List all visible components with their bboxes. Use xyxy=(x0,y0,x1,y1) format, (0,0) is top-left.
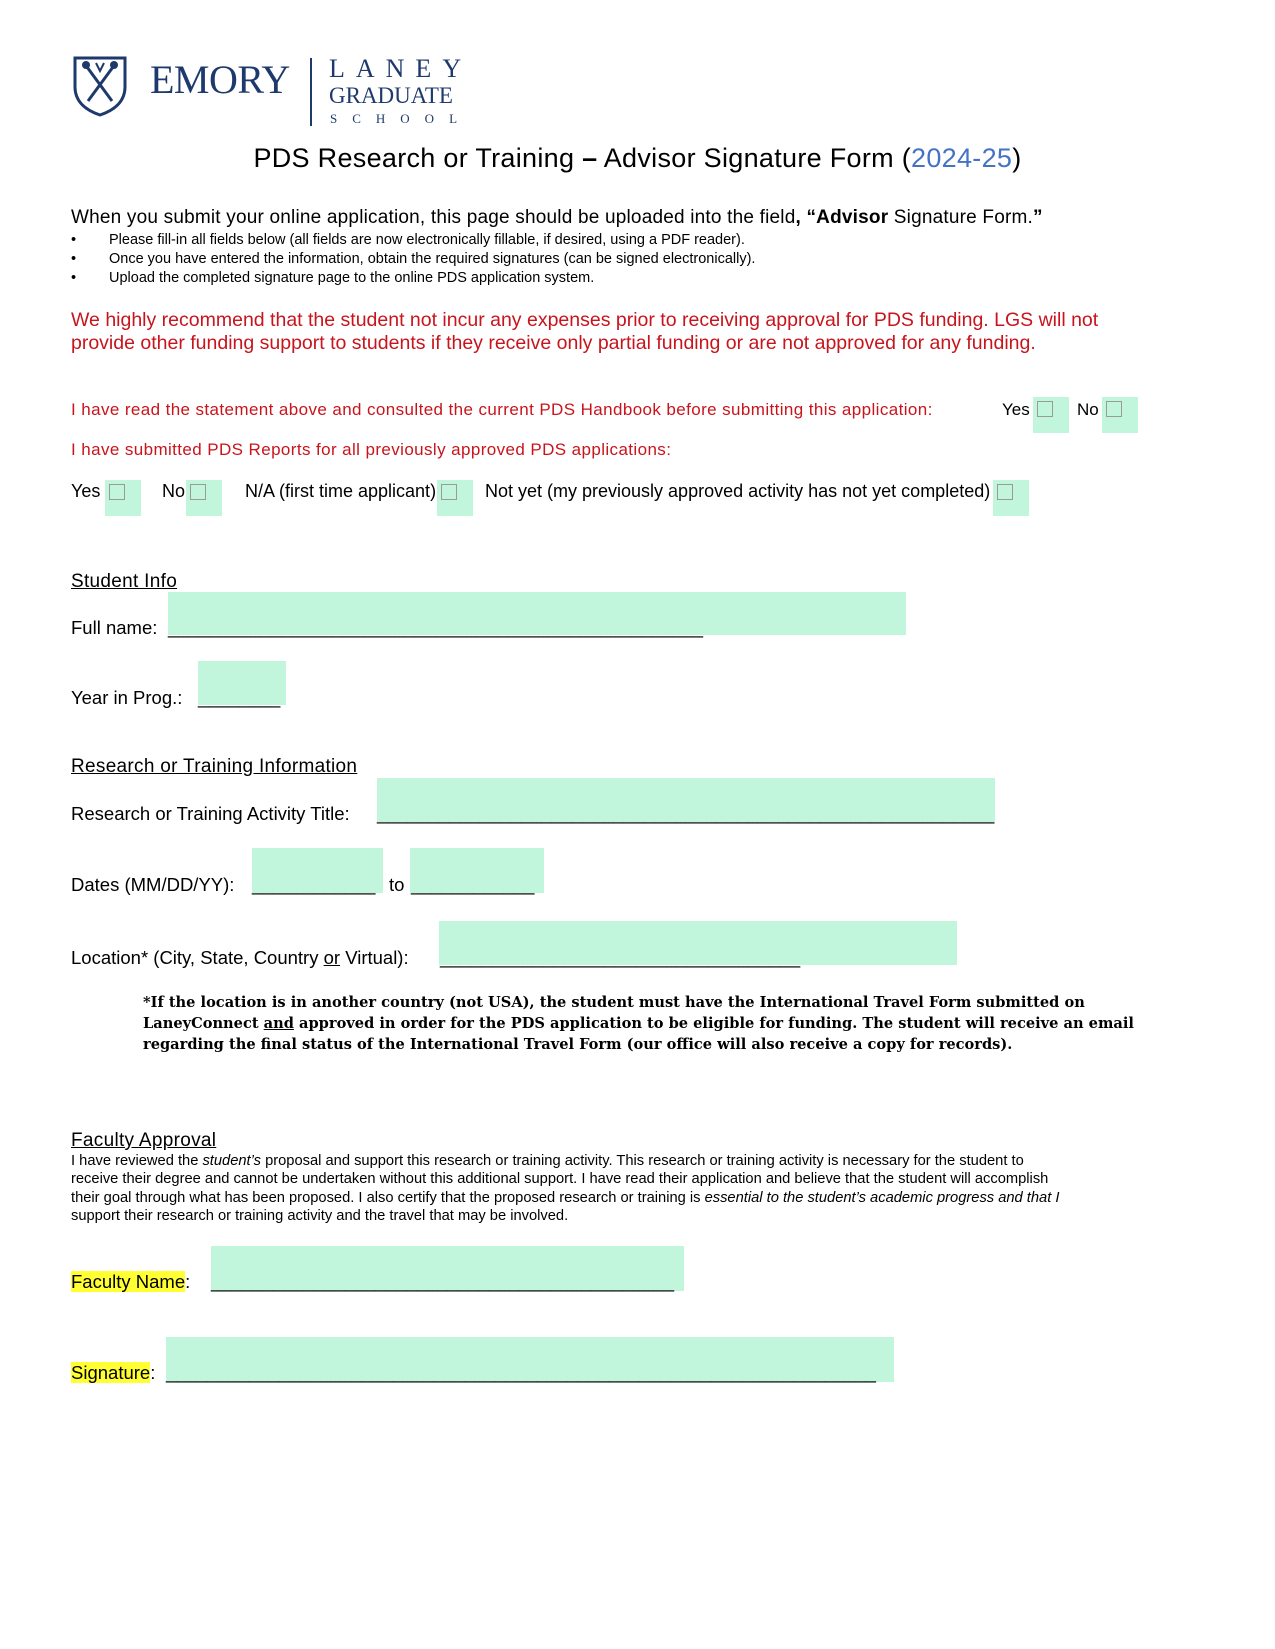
emory-shield-icon xyxy=(72,55,128,117)
reports-na-label: N/A (first time applicant) xyxy=(245,481,437,501)
dates-label: Dates (MM/DD/YY): xyxy=(71,874,235,895)
logo-divider xyxy=(310,58,312,126)
year-in-program-label: Year in Prog.: xyxy=(71,687,183,708)
faculty-name-label: Faculty Name: xyxy=(71,1271,191,1292)
end-date-line: ____________ xyxy=(411,874,535,895)
international-note: *If the location is in another country (not USA), the student must have the International Travel Form submitted on LaneyConnect and approved in order for the PDS application to be eligible for funding. The student will receive an email regarding the final status of the International Travel Form (our office will also receive a copy for records). xyxy=(143,994,1134,1053)
dates-to-label: to xyxy=(389,874,405,895)
signature-label: Signature: xyxy=(71,1362,156,1383)
faculty-statement: I have reviewed the student’s proposal and support this research or training activity. This research or training activity is necessary for the student to receive their degree and cannot be undertaken without this additional support. I have read their application and believe that the student will accomplish their goal through what has been proposed. I also certify that the proposed research or training is essential to the student’s academic progress and that I support their research or training activity and the travel that may be involved. xyxy=(71,1153,1060,1224)
reports-na-checkbox[interactable] xyxy=(437,480,473,516)
start-date-line: ____________ xyxy=(252,874,376,895)
full-name-label: Full name: xyxy=(71,617,158,638)
reports-yes-checkbox[interactable] xyxy=(105,480,141,516)
student-info-heading: Student Info xyxy=(71,571,178,592)
title-year: 2024-25 xyxy=(911,143,1013,173)
handbook-yes-label: Yes xyxy=(1002,400,1030,419)
handbook-statement: I have read the statement above and consulted the current PDS Handbook before submitting this application: xyxy=(71,400,933,419)
warning-line-2: provide other funding support to students if they receive only partial funding or are not approved for any funding. xyxy=(71,332,1036,354)
instruction-list xyxy=(71,231,755,288)
reports-statement: I have submitted PDS Reports for all previously approved PDS applications: xyxy=(71,440,672,459)
page-title: PDS Research or Training – Advisor Signature Form (2024-25) xyxy=(253,143,1022,173)
reports-notyet-label: Not yet (my previously approved activity has not yet completed) xyxy=(485,481,991,501)
reports-notyet-checkbox[interactable] xyxy=(993,480,1029,516)
list-item: • Upload the completed signature page to the online PDS application system. xyxy=(71,269,755,288)
location-line: ___________________________________ xyxy=(440,947,801,968)
handbook-yes-checkbox[interactable] xyxy=(1033,397,1069,433)
reports-no-checkbox[interactable] xyxy=(186,480,222,516)
warning-line-1: We highly recommend that the student not incur any expenses prior to receiving approval for PDS funding. LGS will not xyxy=(71,309,1099,331)
logo-school-text: SCHOOL xyxy=(330,111,473,126)
reports-no-label: No xyxy=(162,481,186,501)
faculty-name-line: _____________________________________________ xyxy=(211,1271,674,1292)
list-item: • Please fill-in all fields below (all fields are now electronically fillable, if desired, using a PDF reader). xyxy=(71,231,755,250)
research-info-heading: Research or Training Information xyxy=(71,756,358,777)
reports-yes-label: Yes xyxy=(71,481,101,501)
intro-line: When you submit your online application, this page should be uploaded into the field, “Advisor Signature Form.” xyxy=(71,207,1043,228)
logo-graduate-text: GRADUATE xyxy=(329,83,453,108)
faculty-approval-heading: Faculty Approval xyxy=(71,1130,217,1151)
year-in-program-line: ________ xyxy=(198,687,281,708)
activity-title-line: ____________________________________________________________ xyxy=(377,803,995,824)
list-item: • Once you have entered the information, obtain the required signatures (can be signed electronically). xyxy=(71,250,755,269)
logo xyxy=(70,52,473,130)
logo-laney-text: LANEY xyxy=(329,54,473,83)
handbook-no-checkbox[interactable] xyxy=(1102,397,1138,433)
location-label: Location* (City, State, Country or Virtual): xyxy=(71,947,409,968)
handbook-no-label: No xyxy=(1077,400,1099,419)
signature-line: _____________________________________________________________________ xyxy=(166,1362,876,1383)
activity-title-label: Research or Training Activity Title: xyxy=(71,803,350,824)
full-name-line: ____________________________________________________ xyxy=(168,617,704,638)
logo-emory-text: EMORY xyxy=(150,57,290,102)
